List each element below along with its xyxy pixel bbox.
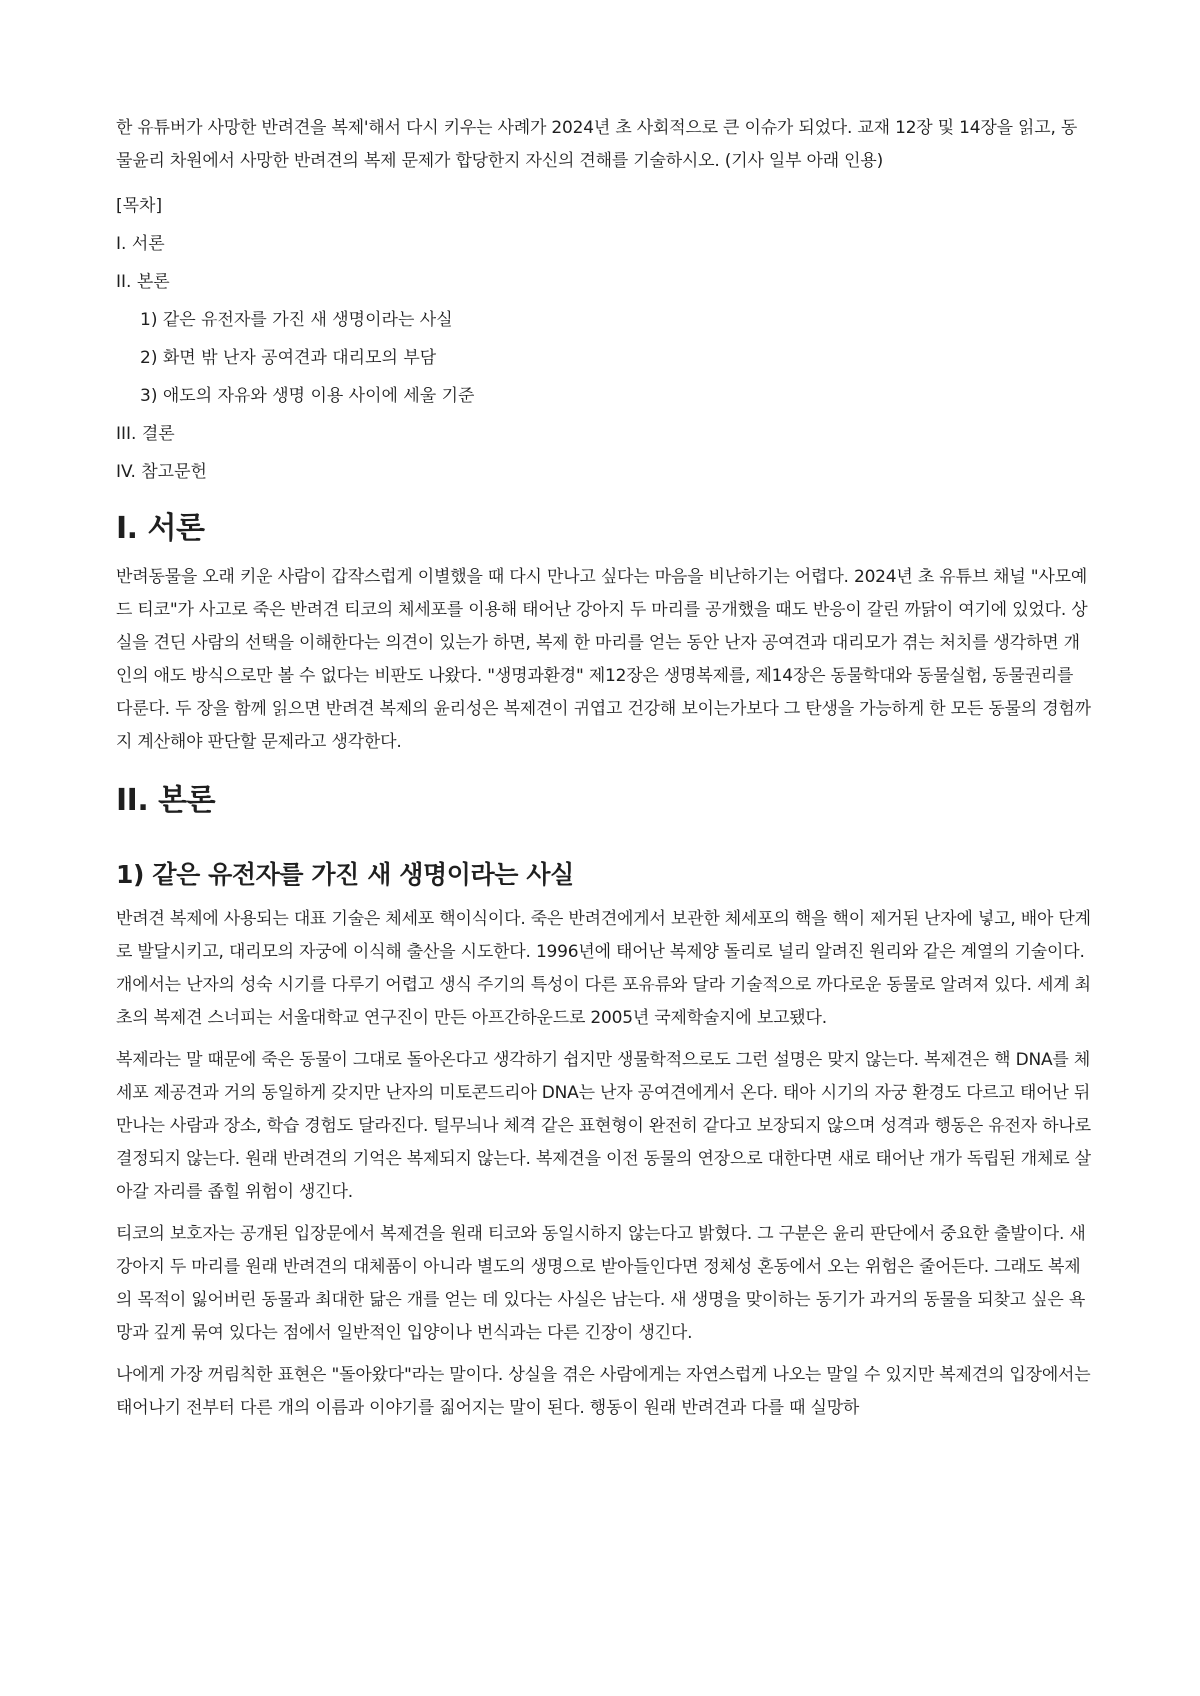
section1-paragraph: 복제라는 말 때문에 죽은 동물이 그대로 돌아온다고 생각하기 쉽지만 생물학적으로도 그런 설명은 맞지 않는다. 복제견은 핵 DNA를 체세포 제공견과 거의 동일하게 갖지만 난자의 미토콘드리아 DNA는 난자 공여견에게서 온다. 태아 시기의 자궁 환경도 다르고 태어난 뒤 만나는 사람과 장소, 학습 경험도 달라진다. 털무늬나 체격 같은 표현형이 완전히 같다고 보장되지 않으며 성격과 행동은 유전자 하나로 결정되지 않는다. 원래 반려견의 기억은 복제되지 않는다. 복제견을 이전 동물의 연장으로 대한다면 새로 태어난 개가 독립된 개체로 살아갈 자리를 좁힐 위험이 생긴다.: [116, 1050, 1091, 1202]
toc-item-body: II. 본론: [116, 272, 170, 292]
toc-title: [목차]: [116, 196, 163, 216]
assignment-prompt: 한 유튜버가 사망한 반려견을 복제'해서 다시 키우는 사례가 2024년 초 사회적으로 큰 이슈가 되었다. 교재 12장 및 14장을 읽고, 동물윤리 차원에서 사망한 반려견의 복제 문제가 합당한지 자신의 견해를 기술하시오. (기사 일부 아래 인용): [116, 118, 1078, 171]
section1-paragraph: 나에게 가장 꺼림칙한 표현은 "돌아왔다"라는 말이다. 상실을 겪은 사람에게는 자연스럽게 나오는 말일 수 있지만 복제견의 입장에서는 태어나기 전부터 다른 개의 이름과 이야기를 짊어지는 말이 된다. 행동이 원래 반려견과 다를 때 실망하: [116, 1365, 1091, 1418]
section1-paragraph: 티코의 보호자는 공개된 입장문에서 복제견을 원래 티코와 동일시하지 않는다고 밝혔다. 그 구분은 윤리 판단에서 중요한 출발이다. 새 강아지 두 마리를 원래 반려견의 대체품이 아니라 별도의 생명으로 받아들인다면 정체성 혼동에서 오는 위험은 줄어든다. 그래도 복제의 목적이 잃어버린 동물과 최대한 닮은 개를 얻는 데 있다는 사실은 남는다. 새 생명을 맞이하는 동기가 과거의 동물을 되찾고 싶은 욕망과 깊게 묶여 있다는 점에서 일반적인 입양이나 번식과는 다른 긴장이 생긴다.: [116, 1224, 1086, 1343]
toc-subitem-1: 1) 같은 유전자를 가진 새 생명이라는 사실: [140, 310, 453, 330]
table-of-contents: [116, 187, 1091, 491]
section1-paragraph: 반려견 복제에 사용되는 대표 기술은 체세포 핵이식이다. 죽은 반려견에게서 보관한 체세포의 핵을 핵이 제거된 난자에 넣고, 배아 단계로 발달시키고, 대리모의 자궁에 이식해 출산을 시도한다. 1996년에 태어난 복제양 돌리로 널리 알려진 원리와 같은 계열의 기술이다. 개에서는 난자의 성숙 시기를 다루기 어렵고 생식 주기의 특성이 다른 포유류와 달라 기술적으로 까다로운 동물로 알려져 있다. 세계 최초의 복제견 스너피는 서울대학교 연구진이 만든 아프간하운드로 2005년 국제학술지에 보고됐다.: [116, 909, 1091, 1028]
intro-paragraph: 반려동물을 오래 키운 사람이 갑작스럽게 이별했을 때 다시 만나고 싶다는 마음을 비난하기는 어렵다. 2024년 초 유튜브 채널 "사모예드 티코"가 사고로 죽은 반려견 티코의 체세포를 이용해 태어난 강아지 두 마리를 공개했을 때도 반응이 갈린 까닭이 여기에 있었다. 상실을 견딘 사람의 선택을 이해한다는 의견이 있는가 하면, 복제 한 마리를 얻는 동안 난자 공여견과 대리모가 겪는 처치를 생각하면 개인의 애도 방식으로만 볼 수 없다는 비판도 나왔다. "생명과환경" 제12장은 생명복제를, 제14장은 동물학대와 동물실험, 동물권리를 다룬다. 두 장을 함께 읽으면 반려견 복제의 윤리성은 복제견이 귀엽고 건강해 보이는가보다 그 탄생을 가능하게 한 모든 동물의 경험까지 계산해야 판단할 문제라고 생각한다.: [116, 567, 1091, 752]
body-heading: II. 본론: [116, 783, 216, 818]
toc-item-conclusion: III. 결론: [116, 424, 175, 444]
toc-subitem-3: 3) 애도의 자유와 생명 이용 사이에 세울 기준: [140, 386, 475, 406]
intro-heading: I. 서론: [116, 511, 205, 546]
toc-subitem-2: 2) 화면 밖 난자 공여견과 대리모의 부담: [140, 348, 437, 368]
toc-item-references: IV. 참고문헌: [116, 462, 207, 482]
section1-heading: 1) 같은 유전자를 가진 새 생명이라는 사실: [116, 860, 574, 889]
toc-item-intro: I. 서론: [116, 234, 165, 254]
